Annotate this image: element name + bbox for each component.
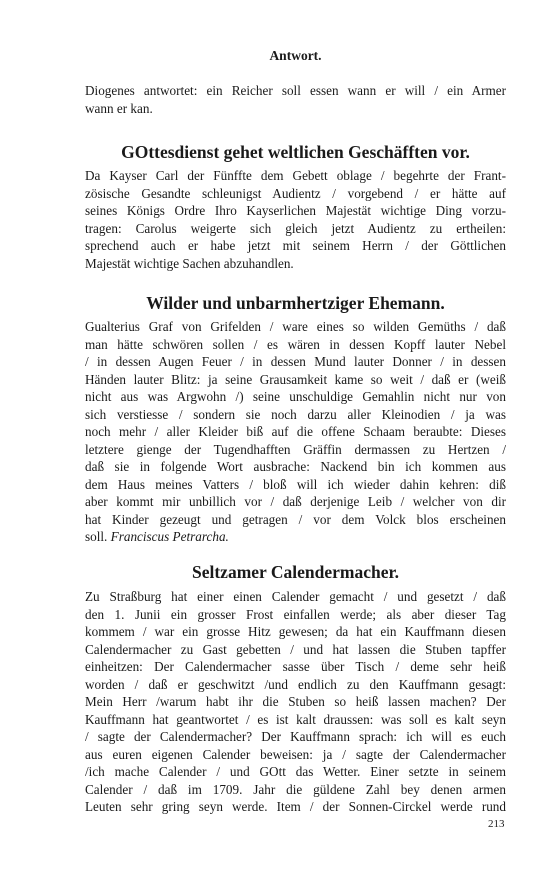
text-line: aber kommt mir unbillich vor / daß derjenige Leib / welcher von dir bbox=[85, 494, 506, 509]
text-line: Calendermacher zu Gast gebetten / und hat lassen die Stuben tapffer bbox=[85, 641, 506, 657]
text-line: kommem / war ein grosse Hitz gewesen; da hat ein Kauffmann diesen bbox=[85, 624, 506, 639]
text-line: Diogenes antwortet: ein Reicher soll essen wann er will / ein Armer bbox=[85, 83, 506, 98]
text-line: Leuten sehr gring seyn werde. Item / der Sonnen-Circkel werde rund bbox=[85, 799, 506, 814]
text-line bbox=[85, 528, 506, 546]
text-line: Zu Straßburg hat einer einen Calender gemacht / und gesetzt / daß bbox=[85, 589, 506, 604]
text-line: Da Kayser Carl der Fünffte dem Gebett oblage / begehrte der Frant- bbox=[85, 168, 506, 183]
section-paragraph bbox=[85, 318, 506, 546]
section-paragraph bbox=[85, 167, 506, 272]
answer-paragraph bbox=[85, 82, 506, 117]
text-line-end: soll. bbox=[85, 529, 108, 544]
text-line: / in dessen Augen Feuer / in dessen Mund lauter Donner / in dessen bbox=[85, 354, 506, 369]
text-line: letztere gienge der Tugendhafften Gräffin dermassen zu Hertzen / bbox=[85, 441, 506, 457]
text-line: aus euren eigenen Calender beweisen: ja / sagte der Calendermacher bbox=[85, 746, 506, 762]
text-line: zösische Gesandte schleunigst Audientz / vorgebend / er hätte auf bbox=[85, 185, 506, 201]
subheading: Antwort. bbox=[269, 48, 322, 63]
text-line: Gualterius Graf von Grifelden / ware eines so wilden Gemüths / daß bbox=[85, 319, 506, 334]
section-heading: Wilder und unbarmhertziger Ehemann. bbox=[146, 293, 445, 313]
text-line: hat Kinder gezeugt und getragen / vor dem Volck blos erscheinen bbox=[85, 511, 506, 527]
text-line: man hätte schwören sollen / es wären in dessen Kopff lauter Nebel bbox=[85, 336, 506, 352]
text-line: Händen lauter Blitz: ja seine Grausamkeit kame so weit / daß er (weiß bbox=[85, 371, 506, 387]
text-line: einheitzen: Der Calendermacher sasse über Tisch / deme sehr heiß bbox=[85, 659, 506, 674]
page-number: 213 bbox=[488, 818, 505, 830]
text-line: den 1. Junii ein grosser Frost einfallen werde; als aber dieser Tag bbox=[85, 606, 506, 622]
attribution: Franciscus Petrarcha. bbox=[110, 529, 229, 544]
text-line: Calender / daß im 1709. Jahr die güldene Zahl bey denen armen bbox=[85, 781, 506, 797]
text-line: tragen: Carolus weigerte sich gleich jetzt Audientz zu ertheilen: bbox=[85, 220, 506, 236]
text-line: / sagte der Calendermacher? Der Kauffmann sprach: ich will es euch bbox=[85, 729, 506, 744]
text-line: daß sie in folgende Wort ausbrache: Nackend bin ich kommen aus bbox=[85, 459, 506, 474]
section-heading: GOttesdienst gehet weltlichen Geschäfften vor. bbox=[121, 142, 470, 162]
text-line: seines Königs Ordre Ihro Kayserlichen Majestät wichtige Ding vorzu- bbox=[85, 203, 506, 218]
text-line: sich verstiesse / sondern sie noch darzu aller Kleinodien / ja was bbox=[85, 406, 506, 422]
text-line: /ich mache Calender / und GOtt das Wetter. Einer setzte in seinem bbox=[85, 764, 506, 779]
section-paragraph bbox=[85, 588, 506, 816]
text-line: Majestät wichtige Sachen abzuhandlen. bbox=[85, 255, 294, 271]
text-line: Mein Herr /warum habt ihr die Stuben so heiß lassen machen? Der bbox=[85, 694, 506, 709]
section-heading: Seltzamer Calendermacher. bbox=[191, 562, 400, 582]
text-line: noch mehr / aller Kleider biß auf die offene Schaam beraubte: Dieses bbox=[85, 424, 506, 439]
text-line: worden / daß er geschwitzt /und endlich zu den Kauffmann gesagt: bbox=[85, 676, 506, 692]
text-line: sprechend auch er habe jetzt mit seinem Herrn / der Göttlichen bbox=[85, 238, 506, 253]
text-line: dem Haus meines Vatters / bloß will ich wieder dahin kehren: diß bbox=[85, 476, 506, 492]
text-line: Kauffmann hat geantwortet / es ist kalt draussen: was soll es kalt seyn bbox=[85, 711, 506, 727]
text-line: wann er kan. bbox=[85, 100, 153, 116]
text-line: nicht aus was Argwohn /) seine unschuldige Gemahlin nicht nur von bbox=[85, 389, 506, 404]
